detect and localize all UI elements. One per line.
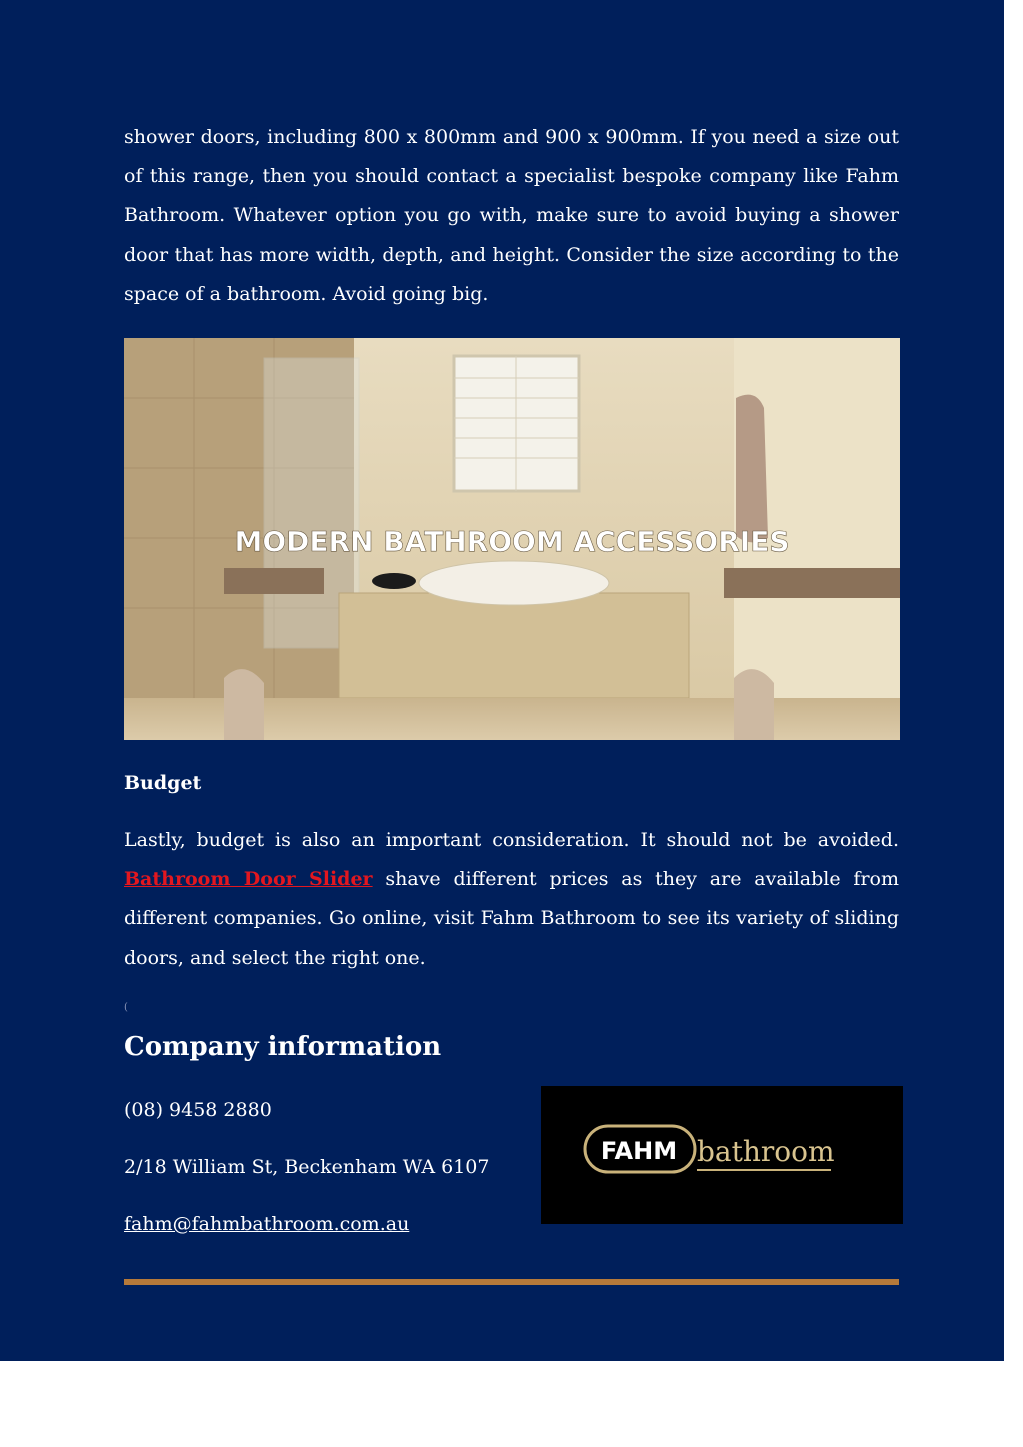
company-info-heading: Company information: [124, 1032, 442, 1062]
logo-suffix-text: bathroom: [697, 1135, 835, 1168]
budget-text-after-link: shave different prices as they are available from different companies. Go online, visit Fahm Bathroom to see its variety of sliding doors, and select the right one.: [124, 868, 899, 969]
bottom-divider: [124, 1279, 899, 1285]
company-phone: (08) 9458 2880: [124, 1099, 272, 1121]
image-overlay-text: MODERN BATHROOM ACCESSORIES: [234, 525, 790, 558]
bathroom-door-slider-link[interactable]: Bathroom Door Slider: [124, 868, 373, 891]
fahm-bathroom-logo: [541, 1086, 903, 1224]
stray-mark: (: [124, 1002, 128, 1013]
logo-brand-text: FAHM: [600, 1137, 678, 1165]
bathroom-photo: [124, 338, 900, 740]
company-address: 2/18 William St, Beckenham WA 6107: [124, 1156, 490, 1178]
company-email-link[interactable]: fahm@fahmbathroom.com.au: [124, 1213, 410, 1235]
intro-paragraph: shower doors, including 800 x 800mm and 900 x 900mm. If you need a size out of this range, then you should contact a specialist bespoke company like Fahm Bathroom. Whatever option you go with, make sure to avoid buying a shower door that has more width, depth, and height. Consider the size according to the space of a bathroom. Avoid going big.: [124, 126, 899, 305]
budget-paragraph: [124, 821, 899, 978]
budget-text-before-link: Lastly, budget is also an important consideration. It should not be avoided.: [124, 829, 899, 851]
budget-heading: Budget: [124, 772, 202, 794]
